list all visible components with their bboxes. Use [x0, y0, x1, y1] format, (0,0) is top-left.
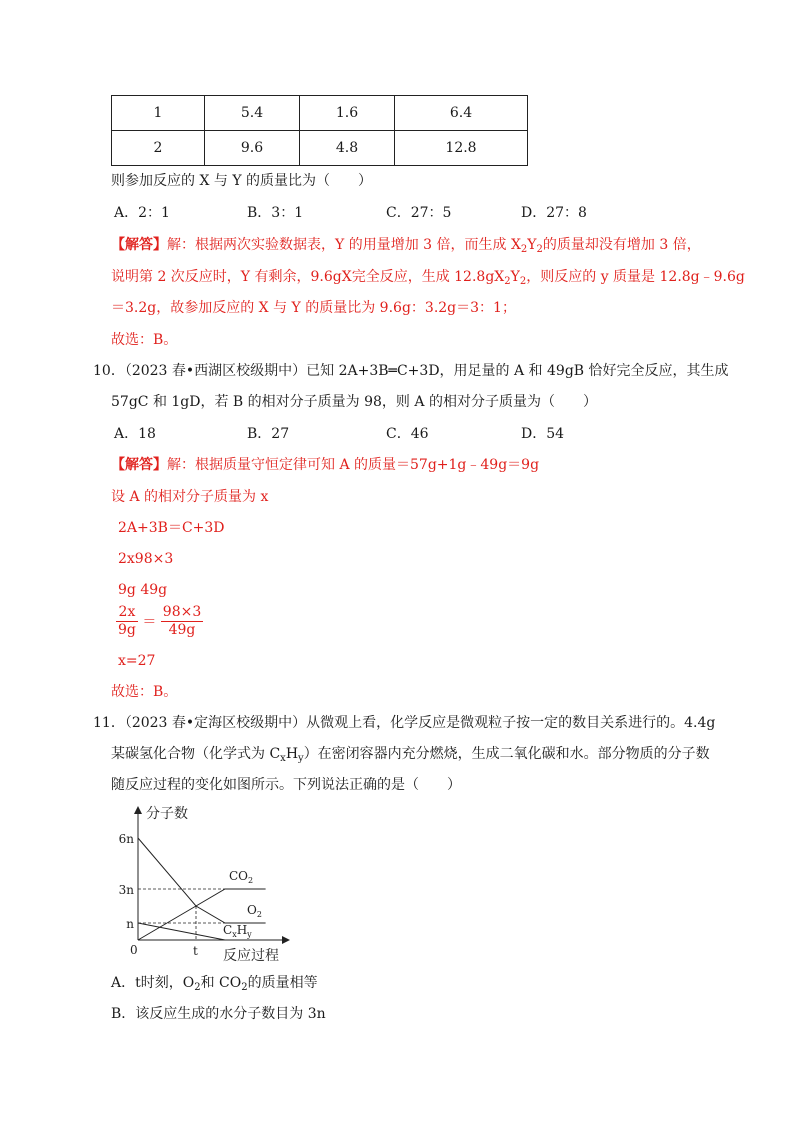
answer-tag: 【解答】 — [111, 237, 167, 253]
y-tick-label: 6n — [118, 832, 134, 846]
data-table — [111, 95, 528, 166]
series-label-o2: $O_2$ — [247, 903, 262, 919]
q10-proportion: $\frac{2x}{9g}$ ＝ $\frac{98\times 3}{49g}$ — [118, 604, 202, 638]
q10-result: x=27 — [118, 653, 156, 669]
fraction: $\frac{98\times 3}{49g}$ — [162, 604, 202, 638]
y-axis-label: 分子数 — [146, 806, 188, 822]
q9-option-c: C．27：5 — [386, 205, 452, 221]
q10-answer-line-1: 【解答】解：根据质量守恒定律可知 A 的质量＝57g+1g﹣49g＝9g — [111, 457, 540, 473]
y-tick-label: 3n — [118, 883, 134, 897]
table-row — [112, 131, 528, 166]
chart-axes — [138, 808, 288, 940]
table-cell: 5.4 — [205, 96, 300, 131]
q11-stem-line-2: 某碳氢化合物（化学式为 $C_xH_y$）在密闭容器内充分燃烧，生成二氧化碳和水。部分物质的分子数 — [111, 746, 710, 764]
y-tick-label: n — [126, 917, 134, 931]
table-cell: 12.8 — [395, 131, 528, 166]
q10-option-d: D．54 — [521, 426, 565, 442]
table-cell: 1 — [112, 96, 205, 131]
q9-answer-line-2: 说明第 2 次反应时，Y 有剩余，9.6gX完全反应，生成 $12.8gX_2Y_2$，则反应的 y 质量是 12.8g﹣9.6g — [111, 269, 745, 287]
q11-stem-line-1: 11．（2023 春•定海区校级期中）从微观上看，化学反应是微观粒子按一定的数目关系进行的。4.4g — [93, 715, 716, 731]
q10-choice: 故选：B。 — [111, 684, 178, 700]
y-tick-label: 0 — [130, 943, 138, 957]
q10-stem-line-2: 57gC 和 1gD，若 B 的相对分子质量为 98，则 A 的相对分子质量为（ ） — [111, 394, 597, 410]
q9-option-a: A．2：1 — [114, 205, 170, 221]
q9-option-d: D．27：8 — [521, 205, 587, 221]
q10-equation-given: 9g 49g — [118, 582, 168, 598]
q9-stem: 则参加反应的 X 与 Y 的质量比为（ ） — [111, 173, 373, 189]
q10-equation: 2A+3B＝C+3D — [118, 520, 225, 536]
table-cell: 2 — [112, 131, 205, 166]
q10-answer-line-2: 设 A 的相对分子质量为 x — [111, 489, 269, 505]
q10-equation-masses: 2x98×3 — [118, 551, 174, 567]
q11-stem-line-3: 随反应过程的变化如图所示。下列说法正确的是（ ） — [111, 777, 461, 793]
series-line-cxhy — [138, 923, 225, 940]
q10-option-b: B．27 — [247, 426, 290, 442]
answer-tag: 【解答】 — [111, 457, 167, 473]
table-row — [112, 96, 528, 131]
table-cell: 1.6 — [300, 96, 395, 131]
q10-option-c: C．46 — [386, 426, 429, 442]
x-axis-label: 反应过程 — [223, 948, 279, 964]
q11-option-a: A．t时刻，$O_2$和 $CO_2$的质量相等 — [111, 975, 318, 993]
q11-option-b: B．该反应生成的水分子数目为 3n — [111, 1006, 326, 1022]
series-label-cxhy: $C_xH_y$ — [223, 923, 252, 939]
q9-answer-line-3: ＝3.2g，故参加反应的 X 与 Y 的质量比为 9.6g：3.2g＝3：1； — [111, 300, 516, 316]
table-cell: 4.8 — [300, 131, 395, 166]
series-label-co2: $CO_2$ — [229, 869, 254, 885]
molecule-count-chart — [105, 798, 305, 966]
q10-option-a: A．18 — [114, 426, 156, 442]
fraction: $\frac{2x}{9g}$ — [118, 604, 136, 638]
q9-answer-line-1: 【解答】解：根据两次实验数据表，Y 的用量增加 3 倍，而生成 $X_2Y_2$的质量却没有增加 3 倍， — [111, 237, 701, 255]
q9-choice: 故选：B。 — [111, 332, 178, 348]
x-tick-label: t — [193, 944, 198, 958]
table-cell: 9.6 — [205, 131, 300, 166]
q10-stem-line-1: 10．（2023 春•西湖区校级期中）已知 2A+3B═C+3D，用足量的 A 和 49gB 恰好完全反应，其生成 — [93, 363, 729, 379]
table-cell: 6.4 — [395, 96, 528, 131]
q9-option-b: B．3：1 — [247, 205, 304, 221]
